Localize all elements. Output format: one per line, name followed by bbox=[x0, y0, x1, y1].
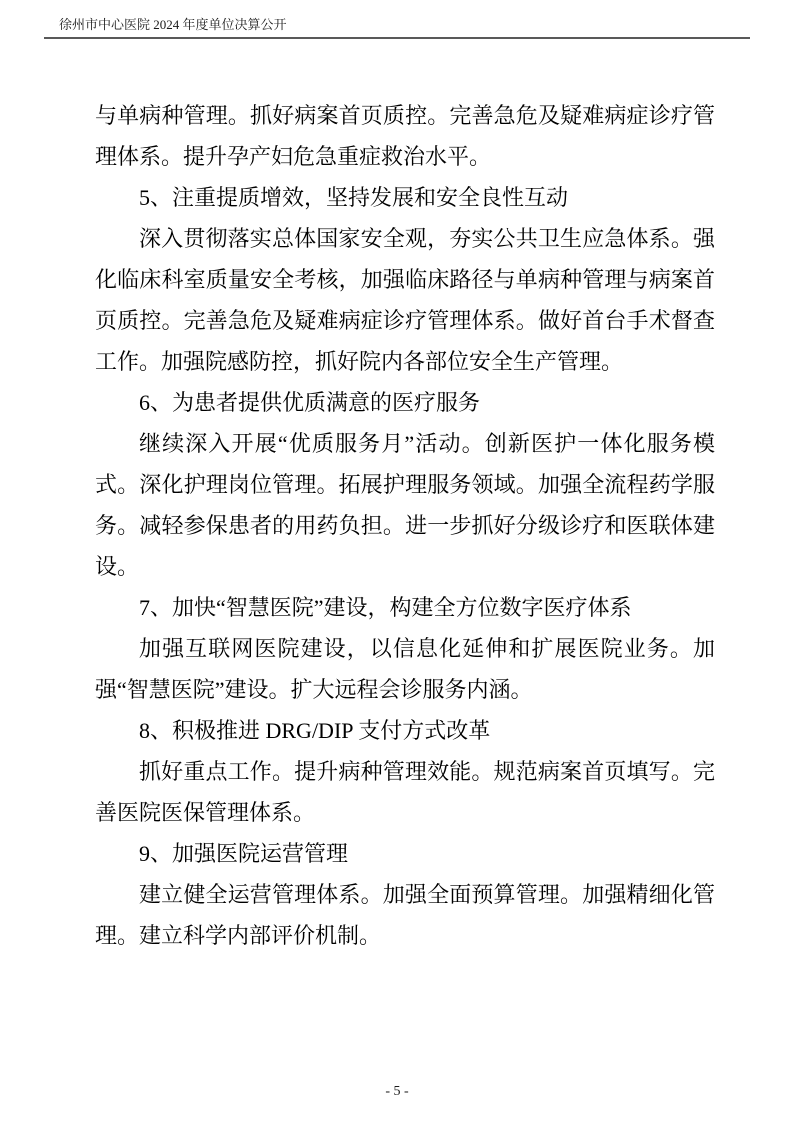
body-paragraph: 加强互联网医院建设，以信息化延伸和扩展医院业务。加强“智慧医院”建设。扩大远程会诊服务内涵。 bbox=[95, 636, 715, 702]
page-header bbox=[44, 17, 750, 39]
section-heading-7: 7、加快“智慧医院”建设，构建全方位数字医疗体系 bbox=[139, 595, 632, 620]
section-heading-9: 9、加强医院运营管理 bbox=[139, 841, 349, 866]
body-paragraph: 深入贯彻落实总体国家安全观，夯实公共卫生应急体系。强化临床科室质量安全考核，加强临床路径与单病种管理与病案首页质控。完善急危及疑难病症诊疗管理体系。做好首台手术督查工作。加强院感防控，抓好院内各部位安全生产管理。 bbox=[95, 226, 715, 374]
body-paragraph: 建立健全运营管理体系。加强全面预算管理。加强精细化管理。建立科学内部评价机制。 bbox=[95, 882, 715, 948]
section-heading-8: 8、积极推进 DRG/DIP 支付方式改革 bbox=[139, 718, 491, 743]
body-paragraph: 抓好重点工作。提升病种管理效能。规范病案首页填写。完善医院医保管理体系。 bbox=[95, 759, 715, 825]
document-body bbox=[95, 95, 715, 956]
page-number: - 5 - bbox=[385, 1084, 409, 1099]
header-title: 徐州市中心医院 2024 年度单位决算公开 bbox=[59, 17, 287, 32]
body-paragraph: 继续深入开展“优质服务月”活动。创新医护一体化服务模式。深化护理岗位管理。拓展护理服务领域。加强全流程药学服务。减轻参保患者的用药负担。进一步抓好分级诊疗和医联体建设。 bbox=[95, 431, 715, 579]
section-heading-5: 5、注重提质增效，坚持发展和安全良性互动 bbox=[139, 185, 569, 210]
body-paragraph-continuation: 与单病种管理。抓好病案首页质控。完善急危及疑难病症诊疗管理体系。提升孕产妇危急重症救治水平。 bbox=[95, 103, 715, 169]
section-heading-6: 6、为患者提供优质满意的医疗服务 bbox=[139, 390, 481, 415]
page-footer bbox=[0, 1083, 794, 1101]
